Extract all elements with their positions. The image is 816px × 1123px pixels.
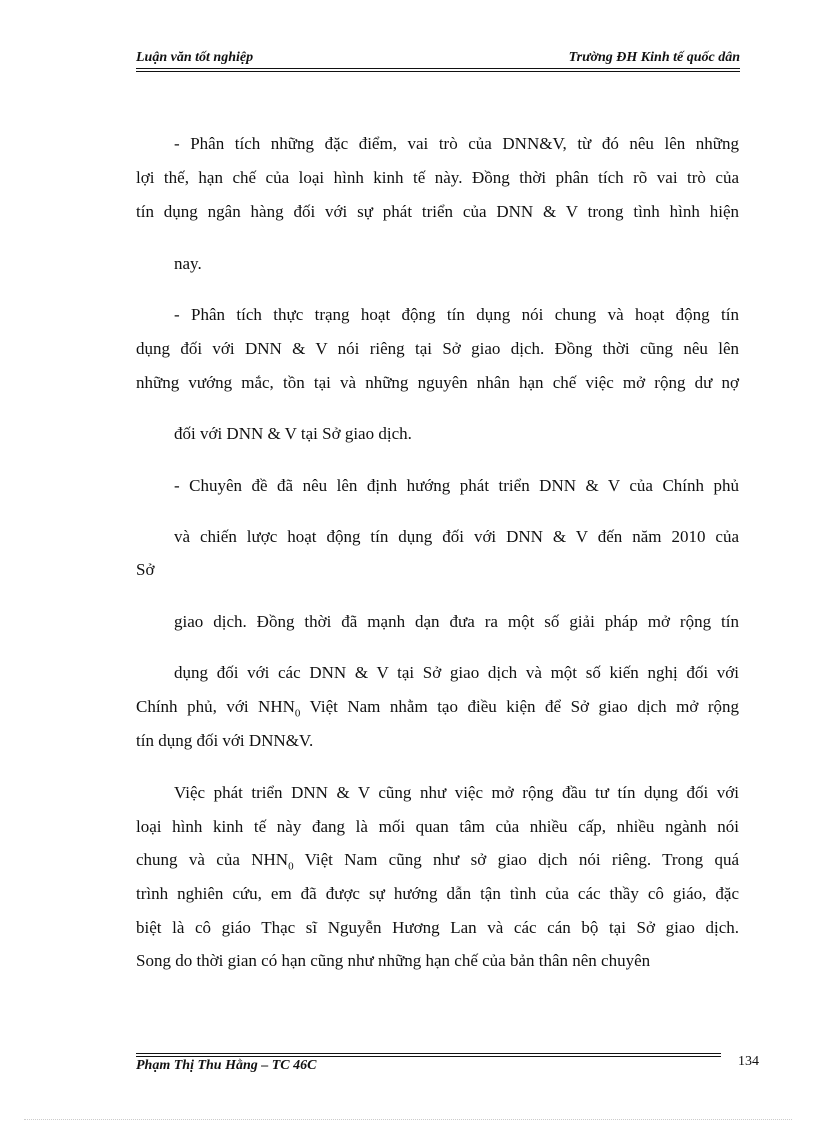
paragraph-line: lợi thế, hạn chế của loại hình kinh tế này. Đồng thời phân tích rõ vai trò của (136, 168, 739, 187)
paragraph-line: - Phân tích những đặc điểm, vai trò của DNN&V, từ đó nêu lên những (174, 134, 739, 153)
subscript: 0 (294, 707, 301, 720)
paragraph-line (136, 850, 739, 874)
text-fragment: Việt Nam nhằm tạo điều kiện để Sở giao dịch mở rộng (300, 697, 739, 716)
header-rule-2 (136, 71, 740, 72)
text-fragment: Chính phủ, với NHN (136, 697, 295, 716)
paragraph-line: nay. (174, 254, 202, 273)
paragraph-line: tín dụng đối với DNN&V. (136, 731, 314, 750)
header-rule (136, 68, 740, 69)
header-university-label: Trường ĐH Kinh tế quốc dân (568, 50, 740, 65)
paragraph-line: dụng đối với các DNN & V tại Sở giao dịch và một số kiến nghị đối với (174, 663, 739, 682)
footer-author: Phạm Thị Thu Hằng – TC 46C (136, 1058, 317, 1073)
header-thesis-label: Luận văn tốt nghiệp (136, 50, 254, 65)
text-fragment: Việt Nam cũng như sở giao dịch nói riêng. Trong quá (293, 850, 739, 869)
paragraph-line: - Chuyên đề đã nêu lên định hướng phát triển DNN & V của Chính phủ (174, 476, 739, 495)
page-edge-dots (24, 1119, 792, 1120)
page-number: 134 (738, 1054, 759, 1069)
paragraph-line: tín dụng ngân hàng đối với sự phát triển của DNN & V trong tình hình hiện (136, 202, 739, 221)
paragraph-line: Sở (136, 560, 155, 579)
paragraph-line: trình nghiên cứu, em đã được sự hướng dẫn tận tình của các thầy cô giáo, đặc (136, 884, 739, 903)
paragraph-line: Song do thời gian có hạn cũng như những hạn chế của bản thân nên chuyên (136, 951, 651, 970)
paragraph-line: loại hình kinh tế này đang là mối quan tâm của nhiều cấp, nhiều ngành nói (136, 817, 739, 836)
footer-rule (136, 1053, 721, 1054)
paragraph-line: đối với DNN & V tại Sở giao dịch. (174, 424, 412, 443)
text-fragment: chung và của NHN (136, 850, 289, 869)
paragraph-line: và chiến lược hoạt động tín dụng đối với DNN & V đến năm 2010 của (174, 527, 739, 546)
paragraph-line: giao dịch. Đồng thời đã mạnh dạn đưa ra một số giải pháp mở rộng tín (174, 612, 739, 631)
paragraph-line: - Phân tích thực trạng hoạt động tín dụng nói chung và hoạt động tín (174, 305, 739, 324)
subscript: 0 (288, 860, 294, 873)
paragraph-line (136, 697, 739, 721)
paragraph-line: dụng đối với DNN & V nói riêng tại Sở giao dịch. Đồng thời cũng nêu lên (136, 339, 739, 358)
paragraph-line: những vướng mắc, tồn tại và những nguyên nhân hạn chế việc mở rộng dư nợ (136, 373, 739, 392)
paragraph-line: Việc phát triển DNN & V cũng như việc mở rộng đầu tư tín dụng đối với (174, 783, 739, 802)
footer-rule-2 (136, 1056, 721, 1057)
paragraph-line: biệt là cô giáo Thạc sĩ Nguyễn Hương Lan và các cán bộ tại Sở giao dịch. (136, 918, 739, 937)
